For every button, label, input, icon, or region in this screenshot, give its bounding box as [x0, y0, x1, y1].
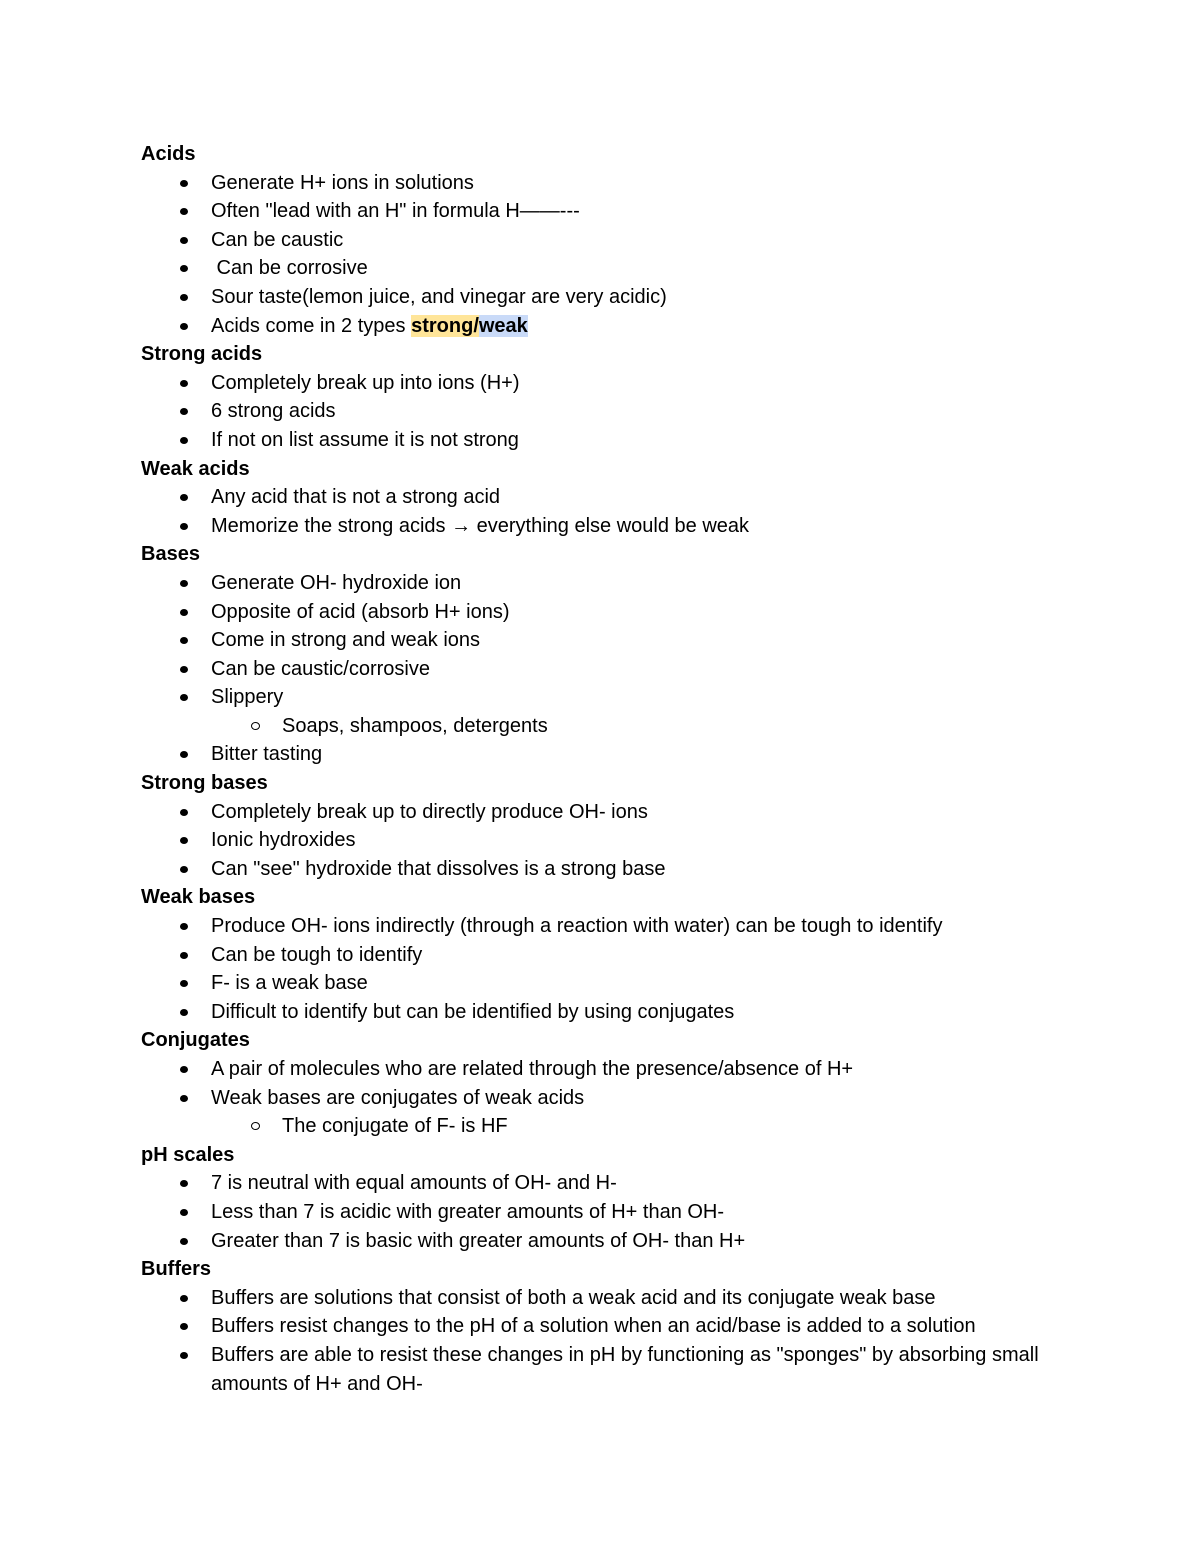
document-page	[141, 140, 1061, 1398]
sublist-container	[211, 1112, 1061, 1141]
list-item: Greater than 7 is basic with greater amounts of OH- than H+	[211, 1227, 1061, 1256]
section-heading-weak-bases: Weak bases	[141, 886, 256, 909]
strong-acids-list	[141, 369, 1061, 455]
list-item: Buffers resist changes to the pH of a solution when an acid/base is added to a solution	[211, 1312, 1061, 1341]
list-item: 7 is neutral with equal amounts of OH- and H-	[211, 1169, 1061, 1198]
list-item: A pair of molecules who are related through the presence/absence of H+	[211, 1055, 1061, 1084]
list-item: Buffers are solutions that consist of both a weak acid and its conjugate weak base	[211, 1284, 1061, 1313]
list-item: Difficult to identify but can be identified by using conjugates	[211, 998, 1061, 1027]
conjugates-sublist	[211, 1112, 1061, 1141]
list-item: Completely break up to directly produce OH- ions	[211, 798, 1061, 827]
list-item: Memorize the strong acids → everything else would be weak	[211, 512, 1061, 541]
list-item: Can be tough to identify	[211, 941, 1061, 970]
list-item: 6 strong acids	[211, 397, 1061, 426]
sub-list-item: Soaps, shampoos, detergents	[282, 712, 1061, 741]
list-item: Less than 7 is acidic with greater amounts of H+ than OH-	[211, 1198, 1061, 1227]
list-item: Bitter tasting	[211, 740, 1061, 769]
list-item: Sour taste(lemon juice, and vinegar are very acidic)	[211, 283, 1061, 312]
list-item: Can be corrosive	[211, 254, 1061, 283]
list-item: Ionic hydroxides	[211, 826, 1061, 855]
section-heading-ph-scales: pH scales	[141, 1143, 235, 1166]
list-item: Opposite of acid (absorb H+ ions)	[211, 598, 1061, 627]
weak-bases-list	[141, 912, 1061, 1026]
list-item: F- is a weak base	[211, 969, 1061, 998]
bases-sublist	[211, 712, 1061, 741]
section-heading-conjugates: Conjugates	[141, 1029, 250, 1052]
list-item: Slippery	[211, 683, 1061, 712]
highlight-weak: weak	[478, 314, 528, 337]
sublist-container	[211, 712, 1061, 741]
strong-bases-list	[141, 798, 1061, 884]
section-heading-strong-bases: Strong bases	[141, 772, 268, 795]
slash: /	[473, 314, 479, 337]
buffers-list	[141, 1284, 1061, 1398]
list-item: If not on list assume it is not strong	[211, 426, 1061, 455]
list-item: Come in strong and weak ions	[211, 626, 1061, 655]
section-heading-weak-acids: Weak acids	[141, 457, 250, 480]
list-item: Any acid that is not a strong acid	[211, 483, 1061, 512]
list-item: Can be caustic	[211, 226, 1061, 255]
list-item: Generate OH- hydroxide ion	[211, 569, 1061, 598]
list-item: Buffers are able to resist these changes in pH by functioning as "sponges" by absorbing small amounts of H+ and OH-	[211, 1341, 1061, 1398]
list-item-acid-types	[211, 312, 1061, 341]
list-item: Generate H+ ions in solutions	[211, 169, 1061, 198]
weak-acids-list	[141, 483, 1061, 540]
list-item: Can "see" hydroxide that dissolves is a strong base	[211, 855, 1061, 884]
acid-types-prefix: Acids come in 2 types	[211, 314, 412, 337]
acids-list	[141, 169, 1061, 341]
conjugates-list	[141, 1055, 1061, 1141]
bases-list	[141, 569, 1061, 712]
highlight-strong	[411, 315, 479, 337]
strong-word: strong	[411, 314, 474, 337]
list-item: Often "lead with an H" in formula H——---	[211, 197, 1061, 226]
list-item: Produce OH- ions indirectly (through a reaction with water) can be tough to identify	[211, 912, 1061, 941]
section-heading-buffers: Buffers	[141, 1258, 212, 1281]
ph-scales-list	[141, 1169, 1061, 1255]
sub-list-item: The conjugate of F- is HF	[282, 1112, 1061, 1141]
section-heading-bases: Bases	[141, 543, 200, 566]
section-heading-acids: Acids	[141, 143, 196, 165]
list-item: Can be caustic/corrosive	[211, 655, 1061, 684]
bases-sublist-wrapper	[141, 712, 1061, 769]
section-heading-strong-acids: Strong acids	[141, 343, 263, 366]
list-item: Completely break up into ions (H+)	[211, 369, 1061, 398]
list-item: Weak bases are conjugates of weak acids	[211, 1084, 1061, 1113]
